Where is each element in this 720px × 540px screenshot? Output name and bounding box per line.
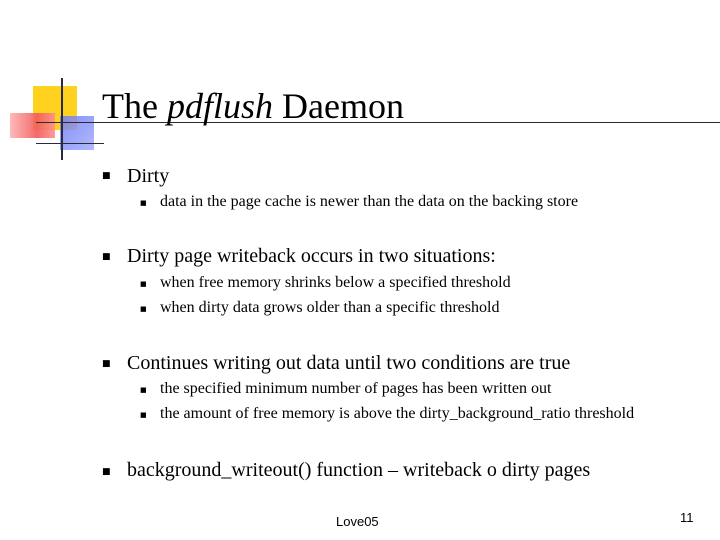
square-bullet-icon: ■ [140, 280, 147, 288]
bullet-level2-item: data in the page cache is newer than the data on the backing store [160, 193, 579, 210]
square-bullet-icon: ■ [102, 359, 111, 369]
square-bullet-icon: ■ [140, 305, 147, 313]
decorative-vertical-line [61, 78, 63, 160]
title-italic-term: pdflush [166, 86, 273, 126]
bullet-level1-writeback: Dirty page writeback occurs in two situations: [127, 245, 496, 267]
square-bullet-icon: ■ [102, 171, 111, 181]
bullet-level2-item: the amount of free memory is above the dirty_background_ratio threshold [160, 405, 635, 422]
decorative-short-rule [36, 143, 104, 144]
title-suffix: Daemon [272, 86, 404, 126]
square-bullet-icon: ■ [140, 386, 147, 394]
square-bullet-icon: ■ [102, 252, 111, 262]
bullet-level1-dirty: Dirty [127, 165, 170, 187]
page-number: 11 [680, 510, 694, 525]
bullet-level2-item: the specified minimum number of pages has been written out [160, 380, 552, 397]
bullet-level1-background-writeout: background_writeout() function – writeback o dirty pages [127, 459, 591, 481]
title-prefix: The [102, 86, 167, 126]
slide-title [102, 84, 404, 128]
square-bullet-icon: ■ [140, 199, 147, 207]
square-bullet-icon: ■ [140, 411, 147, 419]
decorative-red-bar [10, 113, 55, 138]
bullet-level1-continues: Continues writing out data until two conditions are true [127, 352, 571, 374]
square-bullet-icon: ■ [102, 467, 111, 477]
bullet-level2-item: when dirty data grows older than a specific threshold [160, 299, 500, 316]
footer-text: Love05 [336, 514, 379, 529]
bullet-level2-item: when free memory shrinks below a specified threshold [160, 274, 511, 291]
